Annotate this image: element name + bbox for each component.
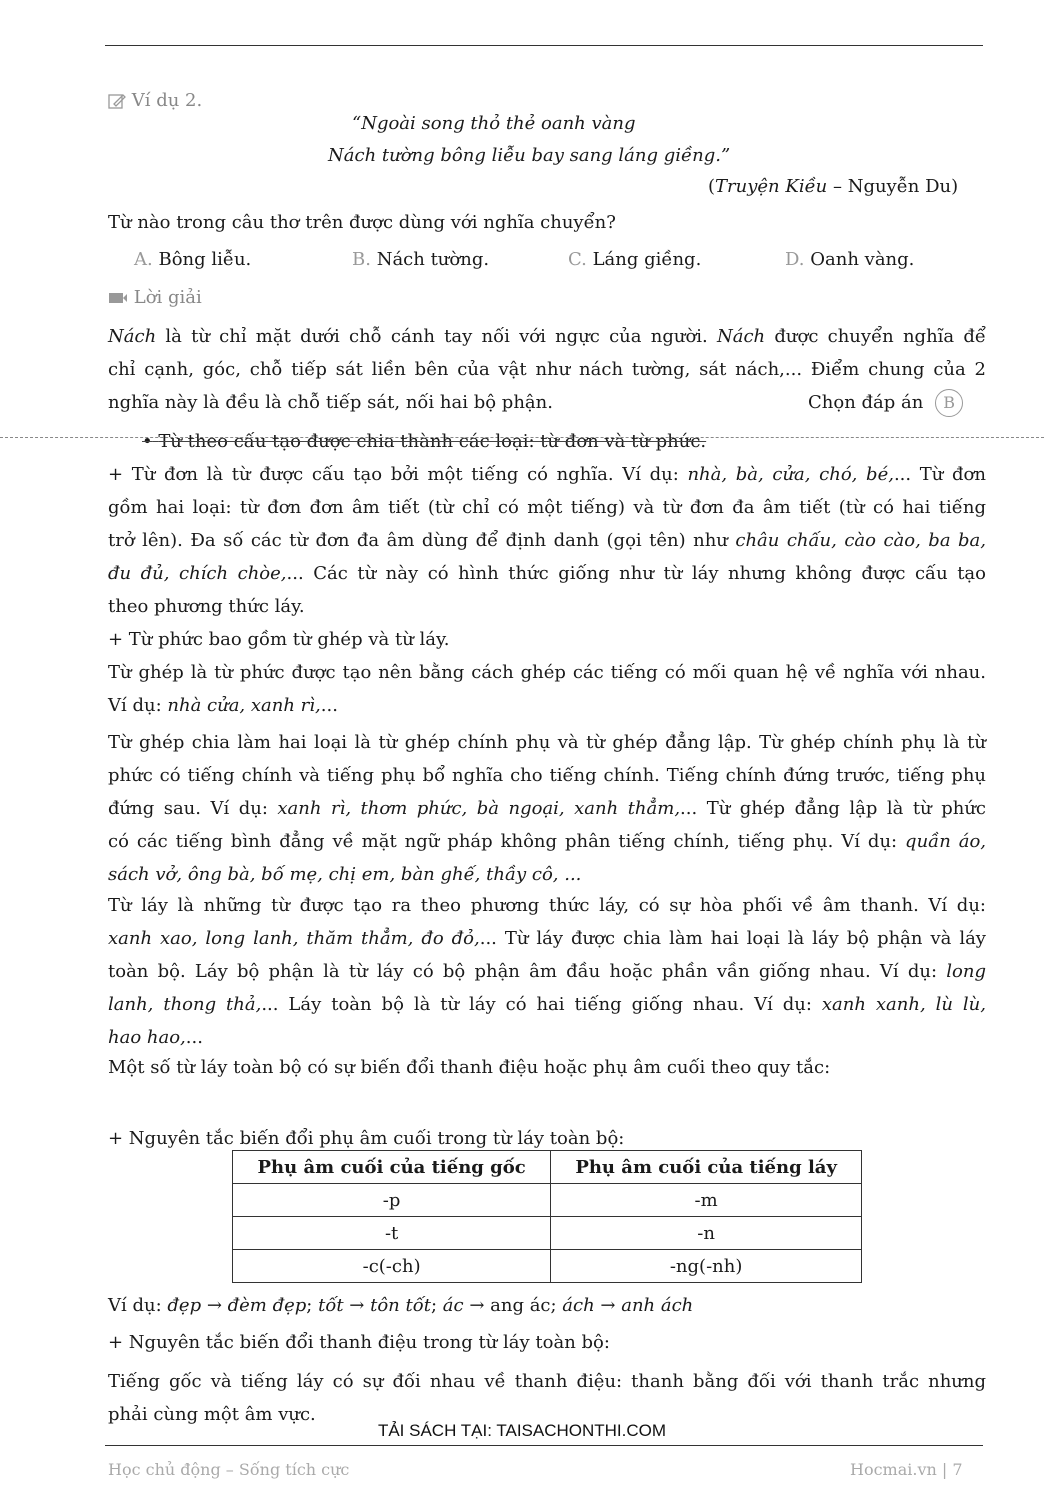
body-line-2: gồm hai loại: từ đơn đơn âm tiết (từ chỉ có một tiếng) và từ đơn đa âm tiết (từ có hai tiếng xyxy=(108,497,986,518)
poem-line-1: “Ngoài song thỏ thẻ oanh vàng xyxy=(352,113,636,134)
body-line-3: trở lên). Đa số các từ đơn đa âm dùng để định danh (gọi tên) như châu chấu, cào cào, ba ba, xyxy=(108,530,987,551)
solution-line-3: nghĩa này là đều là chỗ tiếp sát, nối hai bộ phận. xyxy=(108,392,553,413)
body-line-13: sách vở, ông bà, bố mẹ, chị em, bàn ghế, thầy cô, ... xyxy=(108,864,582,885)
body-line-10: phức có tiếng chính và tiếng phụ bổ nghĩa cho tiếng chính. Tiếng chính đứng trước, tiếng phụ xyxy=(108,765,986,786)
table-cell: -m xyxy=(551,1184,862,1217)
body-line-8: Ví dụ: nhà cửa, xanh rì,... xyxy=(108,695,338,716)
body-line-1: + Từ đơn là từ được cấu tạo bởi một tiếng có nghĩa. Ví dụ: nhà, bà, cửa, chó, bé,... Từ đơn xyxy=(108,464,986,485)
bottom-rule xyxy=(105,1445,983,1446)
example-line: Ví dụ: đẹp → đèm đẹp; tốt → tôn tốt; ác → ang ác; ách → anh ách xyxy=(108,1295,694,1316)
footer-left: Học chủ động – Sống tích cực xyxy=(108,1460,350,1479)
table-intro: + Nguyên tắc biến đổi phụ âm cuối trong từ láy toàn bộ: xyxy=(108,1128,625,1149)
option-b: B. Nách tường. xyxy=(352,249,490,270)
choose-answer xyxy=(808,386,963,419)
table-cell: -t xyxy=(233,1217,551,1250)
tone-text-1: Tiếng gốc và tiếng láy có sự đối nhau về thanh điệu: thanh bằng đối với thanh trắc nhưng xyxy=(108,1371,986,1392)
body-line-18: hao hao,... xyxy=(108,1027,203,1048)
source-banner: TẢI SÁCH TẠI: TAISACHONTHI.COM xyxy=(377,1421,667,1440)
table-row xyxy=(233,1217,862,1250)
table-cell: -p xyxy=(233,1184,551,1217)
body-line-11: đứng sau. Ví dụ: xanh rì, thơm phức, bà ngoại, xanh thẳm,... Từ ghép đẳng lập là từ phức xyxy=(108,798,986,819)
bullet-icon: • xyxy=(142,431,153,452)
option-d: D. Oanh vàng. xyxy=(785,249,915,270)
choose-answer-text: Chọn đáp án xyxy=(808,392,924,413)
body-line-17: lanh, thong thả,... Láy toàn bộ là từ láy có hai tiếng giống nhau. Ví dụ: xanh xanh, lù lù, xyxy=(108,994,986,1015)
body-line-6: + Từ phức bao gồm từ ghép và từ láy. xyxy=(108,629,450,650)
body-line-19: Một số từ láy toàn bộ có sự biến đổi thanh điệu hoặc phụ âm cuối theo quy tắc: xyxy=(108,1057,831,1078)
body-line-4: đu đủ, chích chòe,... Các từ này có hình thức giống như từ láy nhưng không được cấu tạo xyxy=(108,563,987,584)
edit-icon xyxy=(108,90,132,111)
body-line-7: Từ ghép là từ phức được tạo nên bằng cách ghép các tiếng có mối quan hệ về nghĩa với nhau. xyxy=(108,662,986,683)
body-line-15: xanh xao, long lanh, thăm thẳm, đo đỏ,... Từ láy được chia làm hai loại là láy bộ phận và láy xyxy=(108,928,986,949)
bullet-heading: • Từ theo cấu tạo được chia thành các loại: từ đơn và từ phức. xyxy=(142,431,707,452)
tone-heading: + Nguyên tắc biến đổi thanh điệu trong từ láy toàn bộ: xyxy=(108,1332,610,1353)
table-cell: -n xyxy=(551,1217,862,1250)
solution-icon xyxy=(108,287,134,308)
solution-label xyxy=(108,287,202,308)
top-rule xyxy=(105,45,983,46)
table-cell: -ng(-nh) xyxy=(551,1250,862,1283)
solution-line-2: chỉ cạnh, góc, chỗ tiếp sát liền bên của vật như nách tường, sát nách,... Điểm chung của 2 xyxy=(108,359,986,380)
option-c: C. Láng giềng. xyxy=(568,249,702,270)
solution-line-1: Nách là từ chỉ mặt dưới chỗ cánh tay nối với ngực của người. Nách được chuyển nghĩa để xyxy=(108,326,986,347)
source-author: – Nguyễn Du) xyxy=(827,176,959,197)
option-a: A. Bông liễu. xyxy=(134,249,252,270)
footer-right: Hocmai.vn | 7 xyxy=(850,1460,963,1479)
table-header-row xyxy=(233,1151,862,1184)
table-header: Phụ âm cuối của tiếng láy xyxy=(551,1151,862,1184)
poem-line-2: Nách tường bông liễu bay sang láng giềng.” xyxy=(328,145,731,166)
body-line-16: toàn bộ. Láy bộ phận là từ láy có bộ phận âm đầu hoặc phần vần giống nhau. Ví dụ: long xyxy=(108,961,986,982)
answer-circle: B xyxy=(935,389,963,417)
body-line-14: Từ láy là những từ được tạo ra theo phương thức láy, có sự hòa phối về âm thanh. Ví dụ: xyxy=(108,895,986,916)
source-work: Truyện Kiều xyxy=(715,176,828,197)
solution-label-text: Lời giải xyxy=(133,287,202,308)
body-line-9: Từ ghép chia làm hai loại là từ ghép chính phụ và từ ghép đẳng lập. Từ ghép chính phụ là từ xyxy=(108,732,986,753)
table-row xyxy=(233,1184,862,1217)
question: Từ nào trong câu thơ trên được dùng với nghĩa chuyển? xyxy=(108,212,616,233)
table-cell: -c(-ch) xyxy=(233,1250,551,1283)
tone-text-2: phải cùng một âm vực. xyxy=(108,1404,316,1425)
body-line-12: có các tiếng bình đẳng về mặt ngữ pháp không phân tiếng chính, tiếng phụ. Ví dụ: quần áo, xyxy=(108,831,987,852)
body-line-5: theo phương thức láy. xyxy=(108,596,305,617)
consonant-table xyxy=(232,1150,862,1283)
example-label xyxy=(108,90,202,111)
table-header: Phụ âm cuối của tiếng gốc xyxy=(233,1151,551,1184)
table-row xyxy=(233,1250,862,1283)
poem-source: (Truyện Kiều – Nguyễn Du) xyxy=(708,176,959,197)
example-label-text: Ví dụ 2. xyxy=(131,90,203,111)
